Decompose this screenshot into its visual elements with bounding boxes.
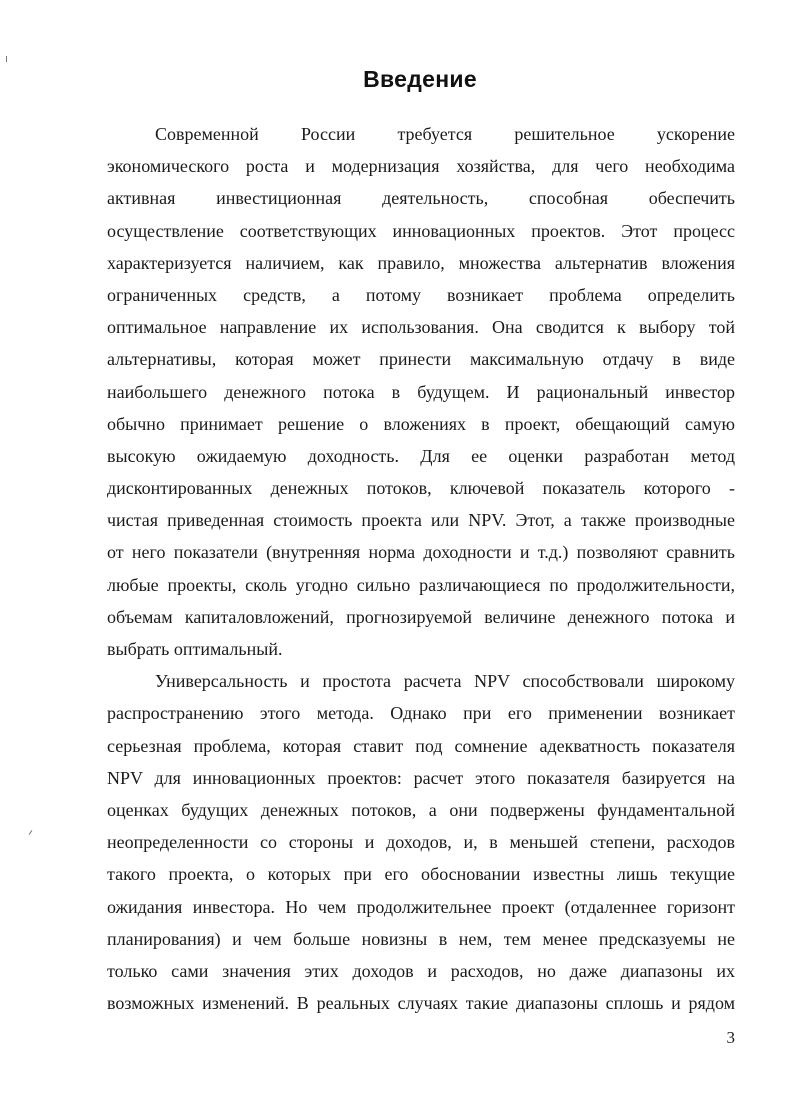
text-line: только сами значения этих доходов и расходов, но даже диапазоны их bbox=[107, 960, 735, 981]
text-line: характеризуется наличием, как правило, множества альтернатив вложения bbox=[107, 252, 735, 273]
text-line: Современной России требуется решительное ускорение bbox=[155, 124, 735, 144]
text-line: альтернативы, которая может принести максимальную отдачу в виде bbox=[107, 349, 735, 370]
text-line: ожидания инвестора. Но чем продолжительнее проект (отдаленнее горизонт bbox=[107, 896, 735, 917]
text-line: Универсальность и простота расчета NPV способствовали широкому bbox=[155, 671, 735, 692]
text-line: распространению этого метода. Однако при его применении возникает bbox=[107, 703, 735, 724]
text-line: NPV для инновационных проектов: расчет этого показателя базируется на bbox=[107, 767, 735, 788]
text-line: такого проекта, о которых при его обосновании известны лишь текущие bbox=[107, 864, 735, 885]
text-line: любые проекты, сколь угодно сильно различающиеся по продолжительности, bbox=[107, 574, 735, 595]
text-line: чистая приведенная стоимость проекта или NPV. Этот, а также производные bbox=[107, 510, 735, 531]
text-line: возможных изменений. В реальных случаях такие диапазоны сплошь и рядом bbox=[107, 993, 735, 1014]
text-line: высокую ожидаемую доходность. Для ее оценки разработан метод bbox=[107, 445, 735, 466]
text-line: наибольшего денежного потока в будущем. И рациональный инвестор bbox=[107, 381, 735, 402]
text-line: оценках будущих денежных потоков, а они подвержены фундаментальной bbox=[107, 799, 735, 820]
text-line: активная инвестиционная деятельность, способная обеспечить bbox=[107, 188, 735, 209]
text-line: ограниченных средств, а потому возникает проблема определить bbox=[107, 284, 735, 305]
paragraph-2 bbox=[107, 665, 735, 1019]
text-line: планирования) и чем больше новизны в нем, тем менее предсказуемы не bbox=[107, 928, 735, 949]
page-title: Введение bbox=[363, 66, 477, 92]
text-line: дисконтированных денежных потоков, ключевой показатель которого - bbox=[107, 478, 735, 499]
paragraph-1 bbox=[107, 118, 735, 665]
text-line: объемам капиталовложений, прогнозируемой величине денежного потока и bbox=[107, 606, 735, 627]
scan-speck bbox=[6, 56, 7, 62]
text-line: серьезная проблема, которая ставит под сомнение адекватность показателя bbox=[107, 735, 735, 756]
page-number: 3 bbox=[726, 1028, 735, 1047]
text-line: экономического роста и модернизация хозяйства, для чего необходима bbox=[107, 156, 735, 177]
text-line: выбрать оптимальный. bbox=[107, 639, 283, 659]
text-line: оптимальное направление их использования. Она сводится к выбору той bbox=[107, 317, 735, 338]
scan-speck bbox=[29, 830, 33, 835]
text-line: неопределенности со стороны и доходов, и, в меньшей степени, расходов bbox=[107, 832, 735, 853]
text-line: от него показатели (внутренняя норма доходности и т.д.) позволяют сравнить bbox=[107, 542, 735, 563]
document-body bbox=[107, 118, 735, 1019]
text-line: обычно принимает решение о вложениях в проект, обещающий самую bbox=[107, 413, 735, 434]
text-line: осуществление соответствующих инновационных проектов. Этот процесс bbox=[107, 220, 735, 241]
